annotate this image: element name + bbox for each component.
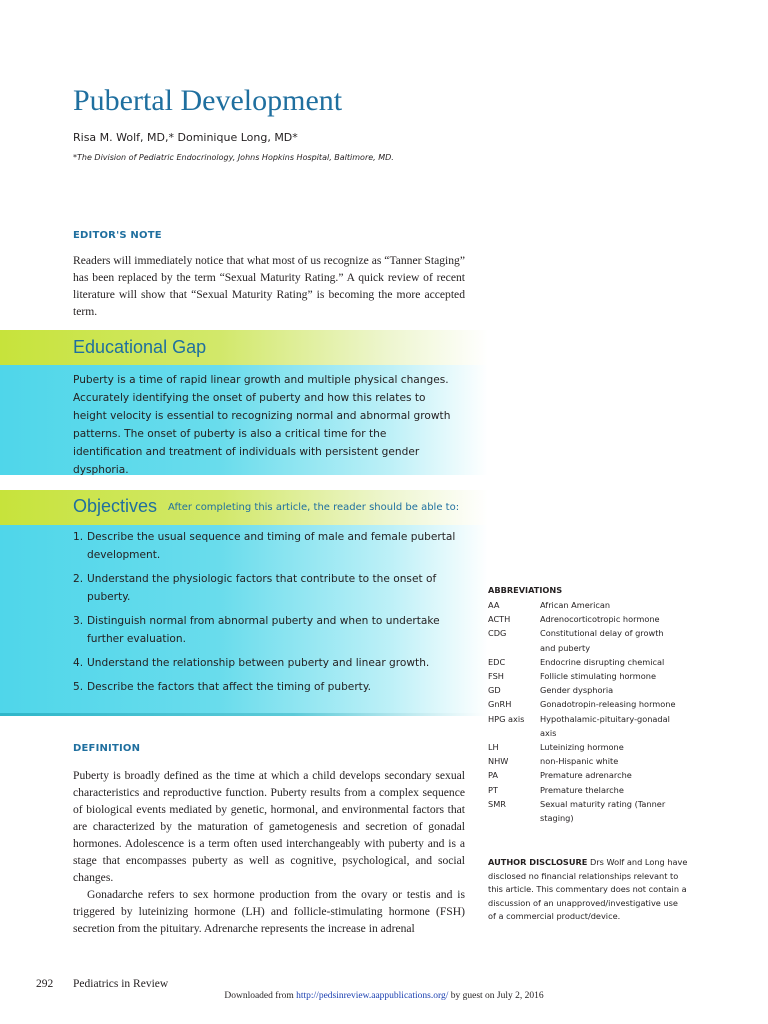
author-disclosure	[488, 856, 688, 924]
abbreviation-code: LH	[488, 742, 499, 753]
abbreviation-term: Gender dysphoria	[540, 685, 614, 696]
objective-number: 5.	[73, 681, 84, 693]
abbreviation-code: SMR	[488, 798, 506, 809]
abbreviation-term: African American	[540, 600, 611, 610]
educational-gap-title: Educational Gap	[73, 337, 207, 357]
objective-number: 1.	[73, 531, 84, 543]
download-suffix: by guest on July 2, 2016	[448, 991, 544, 1001]
abbreviation-term: Sexual maturity rating (Tanner staging)	[540, 798, 666, 824]
abbreviation-row	[488, 740, 678, 754]
editors-note-heading: EDITOR'S NOTE	[73, 230, 162, 241]
author-disclosure-label: AUTHOR DISCLOSURE	[488, 857, 588, 867]
objective-item	[73, 612, 458, 648]
abbreviation-term: Adrenocorticotropic hormone	[540, 614, 660, 625]
abbreviation-term: Follicle stimulating hormone	[540, 671, 656, 682]
definition-paragraph-2: Gonadarche refers to sex hormone production from the ovary or testis and is triggered by luteinizing hormone (LH) and follicle-stimulating hormone (FSH) secretion from the pituitary. Adrenarche represents the increase in adrenal	[73, 888, 465, 935]
abbreviation-row	[488, 783, 678, 797]
objective-item	[73, 570, 458, 606]
abbreviation-code: GD	[488, 685, 501, 696]
abbreviation-row	[488, 797, 678, 825]
objectives-subtitle: After completing this article, the reader should be able to:	[168, 502, 460, 513]
affiliation-line: *The Division of Pediatric Endocrinology, Johns Hopkins Hospital, Baltimore, MD.	[73, 153, 394, 162]
download-prefix: Downloaded from	[224, 991, 297, 1001]
abbreviation-code: EDC	[488, 656, 506, 667]
objective-item	[73, 678, 458, 696]
educational-gap-body: Puberty is a time of rapid linear growth and multiple physical changes. Accurately identifying the onset of puberty and how this relates to height velocity is essential to recognizing normal and abnormal growth patterns. The onset of puberty is also a critical time for the identification and treatment of individuals with persistent gender dysphoria.	[73, 374, 451, 476]
abbreviation-code: PT	[488, 784, 498, 795]
abbreviation-code: PA	[488, 770, 499, 781]
abbreviation-term: Premature adrenarche	[540, 770, 632, 781]
abbreviation-term: Endocrine disrupting chemical	[540, 656, 665, 667]
abbreviation-row	[488, 754, 678, 768]
objectives-title: Objectives	[73, 496, 158, 516]
abbreviation-code: GnRH	[488, 699, 512, 710]
definition-body	[73, 767, 465, 937]
abbreviation-row	[488, 655, 678, 669]
abbreviation-term: Gonadotropin-releasing hormone	[540, 699, 676, 710]
download-link[interactable]: http://pedsinreview.aappublications.org/	[296, 991, 449, 1001]
objective-number: 2.	[73, 573, 84, 585]
objective-text: Describe the usual sequence and timing of male and female pubertal development.	[87, 531, 456, 561]
abbreviations-table	[488, 598, 678, 825]
abbreviation-code: NHW	[488, 756, 509, 767]
objective-text: Understand the relationship between puberty and linear growth.	[87, 657, 430, 669]
abbreviation-row	[488, 683, 678, 697]
abbreviation-row	[488, 768, 678, 782]
journal-name: Pediatrics in Review	[73, 978, 169, 990]
objective-item	[73, 528, 458, 564]
abbreviation-row	[488, 669, 678, 683]
objective-item	[73, 654, 458, 672]
download-notice	[0, 991, 768, 1001]
abbreviation-row	[488, 598, 678, 612]
abbreviation-row	[488, 612, 678, 626]
abbreviation-code: FSH	[488, 671, 504, 682]
abbreviations-heading: ABBREVIATIONS	[488, 585, 563, 595]
editors-note-body: Readers will immediately notice that what most of us recognize as “Tanner Staging” has been replaced by the term “Sexual Maturity Rating.” A quick review of recent literature will show that “Sexual Maturity Rating” is becoming the more accepted term.	[73, 254, 465, 318]
abbreviation-term: non-Hispanic white	[540, 756, 619, 767]
page-number: 292	[36, 978, 54, 990]
author-line: Risa M. Wolf, MD,* Dominique Long, MD*	[73, 131, 298, 144]
objective-text: Distinguish normal from abnormal puberty and when to undertake further evaluation.	[87, 615, 440, 645]
definition-paragraph-1: Puberty is broadly defined as the time at which a child develops secondary sexual characteristics and reproductive function. Puberty results from a complex sequence of biological events mediated by genetic, hormonal, and environmental factors that are characterized by the maturation of gametogenesis and secretion of gonadal hormones. Adolescence is a term often used interchangeably with puberty and is a stage that encompasses puberty as well as cognitive, psychological, and social changes.	[73, 769, 465, 884]
abbreviation-term: Hypothalamic-pituitary-gonadal axis	[540, 713, 670, 738]
abbreviation-code: HPG axis	[488, 713, 525, 724]
abbreviation-row	[488, 626, 678, 654]
abbreviation-code: CDG	[488, 628, 507, 639]
author-disclosure-text: Drs Wolf and Long have disclosed no financial relationships relevant to this article. This commentary does not contain a discussion of an unapproved/investigative use of a commercial product/device.	[488, 857, 688, 922]
abbreviation-row	[488, 697, 678, 711]
objective-text: Describe the factors that affect the timing of puberty.	[87, 681, 371, 693]
objective-number: 4.	[73, 657, 84, 669]
abbreviation-term: Premature thelarche	[540, 784, 624, 795]
abbreviation-term: Constitutional delay of growth and puberty	[540, 628, 664, 653]
objective-text: Understand the physiologic factors that contribute to the onset of puberty.	[87, 573, 437, 603]
objectives-list	[73, 528, 458, 702]
objective-number: 3.	[73, 615, 84, 627]
objectives-bottom-rule	[0, 713, 488, 716]
abbreviation-code: ACTH	[488, 614, 511, 625]
abbreviation-row	[488, 712, 678, 740]
definition-heading: DEFINITION	[73, 743, 141, 754]
abbreviation-code: AA	[488, 600, 500, 610]
abbreviation-term: Luteinizing hormone	[540, 742, 624, 753]
article-title: Pubertal Development	[73, 84, 343, 117]
